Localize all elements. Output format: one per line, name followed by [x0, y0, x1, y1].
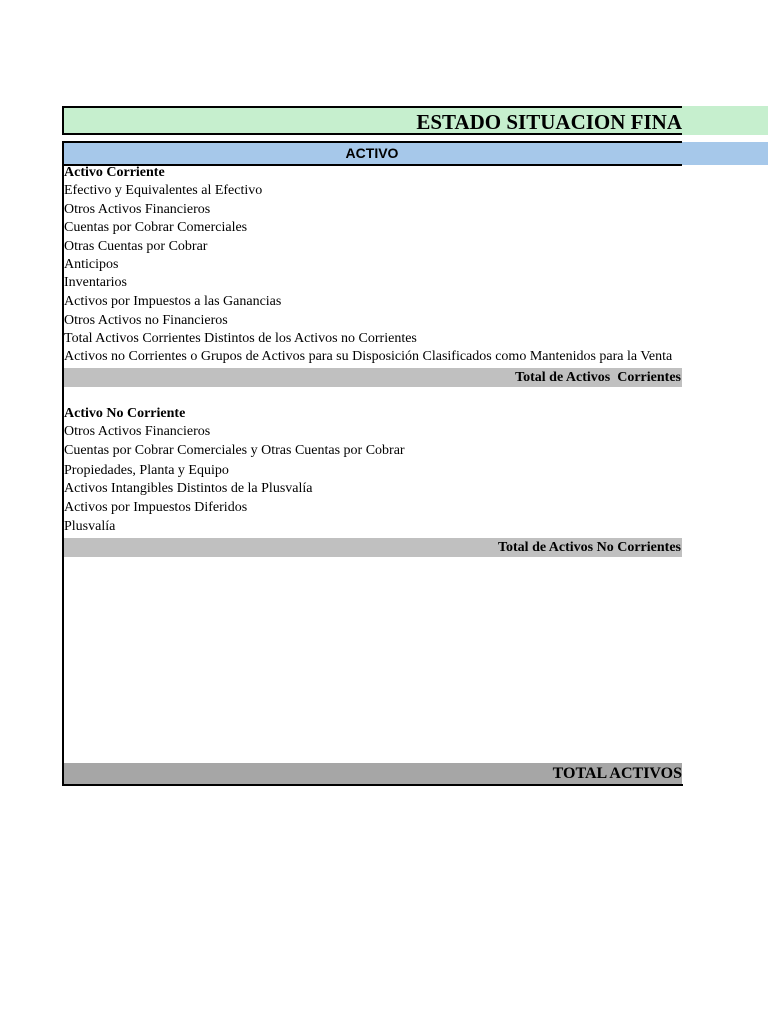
list-item: Otros Activos Financieros: [64, 202, 211, 217]
list-item: Otros Activos no Financieros: [64, 313, 228, 328]
list-item: Efectivo y Equivalentes al Efectivo: [64, 183, 263, 198]
list-item: Total Activos Corrientes Distintos de los Activos no Corrientes: [64, 331, 417, 346]
list-item: Activos por Impuestos Diferidos: [64, 500, 248, 515]
subtotal-no-corrientes-row: [64, 538, 682, 557]
list-item: Activos por Impuestos a las Ganancias: [64, 294, 282, 309]
subtotal-corrientes-row: [64, 368, 682, 387]
list-item: Otras Cuentas por Cobrar: [64, 239, 208, 254]
list-item: Cuentas por Cobrar Comerciales y Otras Cuentas por Cobrar: [64, 443, 405, 458]
list-item: Plusvalía: [64, 519, 116, 534]
list-item: Activos no Corrientes o Grupos de Activos para su Disposición Clasificados como Mantenidos para la Venta: [64, 349, 673, 364]
subtotal-no-corrientes-label: Total de Activos No Corrientes: [497, 540, 681, 555]
list-item: Anticipos: [64, 257, 119, 272]
page-title: ESTADO SITUACION FINA: [416, 110, 682, 134]
section-header-activo: ACTIVO: [345, 145, 399, 161]
total-activos-row: [64, 763, 682, 784]
heading-activo-corriente: Activo Corriente: [64, 165, 165, 180]
subtotal-corrientes-label: Total de Activos Corrientes: [515, 370, 681, 385]
total-activos-label: TOTAL ACTIVOS: [552, 765, 682, 782]
list-item: Inventarios: [64, 275, 127, 290]
heading-activo-no-corriente: Activo No Corriente: [64, 406, 186, 421]
list-item: Otros Activos Financieros: [64, 424, 211, 439]
list-item: Propiedades, Planta y Equipo: [64, 463, 229, 478]
list-item: Cuentas por Cobrar Comerciales: [64, 220, 248, 235]
list-item: Activos Intangibles Distintos de la Plusvalía: [64, 481, 313, 496]
